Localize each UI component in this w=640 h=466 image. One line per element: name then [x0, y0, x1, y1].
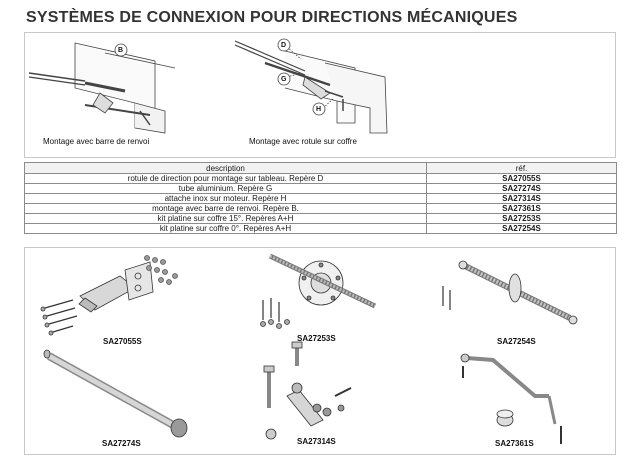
diagram-ball-joint: [235, 39, 387, 133]
row-description: kit platine sur coffre 0°. Repères A+H: [25, 224, 427, 234]
product-label-sa27253s: SA27253S: [297, 334, 336, 343]
row-description: montage avec barre de renvoi. Repère B.: [25, 204, 427, 214]
products-panel: [24, 247, 616, 455]
product-label-sa27254s: SA27254S: [497, 337, 536, 346]
row-ref: SA27254S: [427, 224, 617, 234]
product-label-sa27274s: SA27274S: [102, 439, 141, 448]
product-sa27254s-illustration: [443, 261, 577, 324]
product-label-sa27314s: SA27314S: [297, 437, 336, 446]
product-sa27055s-illustration: [41, 256, 178, 336]
table-header-row: [25, 163, 617, 174]
row-ref: SA27361S: [427, 204, 617, 214]
product-sa27361s-illustration: [461, 354, 561, 444]
row-description: attache inox sur moteur. Repère H: [25, 194, 427, 204]
ref-column-header: réf.: [427, 163, 617, 174]
row-description: tube aluminium. Repère G: [25, 184, 427, 194]
reference-table: [24, 162, 617, 234]
product-label-sa27055s: SA27055S: [103, 337, 142, 346]
row-ref: SA27055S: [427, 174, 617, 184]
table-row: [25, 214, 617, 224]
table-row: [25, 204, 617, 214]
product-sa27314s-illustration: [264, 342, 351, 439]
product-label-sa27361s: SA27361S: [495, 439, 534, 448]
table-row: [25, 174, 617, 184]
marker-d-label: D: [281, 42, 287, 49]
row-description: rotule de direction pour montage sur tableau. Repère D: [25, 174, 427, 184]
marker-g-label: G: [281, 76, 287, 83]
table-row: [25, 224, 617, 234]
row-description: kit platine sur coffre 15°. Repères A+H: [25, 214, 427, 224]
product-illustrations: [25, 248, 617, 456]
product-sa27253s-illustration: [261, 256, 376, 329]
installation-diagrams-panel: [24, 32, 616, 158]
page-title: SYSTÈMES DE CONNEXION POUR DIRECTIONS MÉCANIQUES: [26, 9, 518, 26]
diagram-linkage-bar: [29, 43, 175, 133]
ball-joint-caption: Montage avec rotule sur coffre: [249, 137, 357, 146]
table-row: [25, 184, 617, 194]
product-sa27274s-illustration: [44, 350, 187, 437]
row-ref: SA27253S: [427, 214, 617, 224]
row-ref: SA27314S: [427, 194, 617, 204]
table-row: [25, 194, 617, 204]
description-column-header: description: [25, 163, 427, 174]
marker-b-label: B: [118, 47, 124, 54]
linkage-bar-caption: Montage avec barre de renvoi: [43, 137, 150, 146]
row-ref: SA27274S: [427, 184, 617, 194]
marker-h-label: H: [316, 106, 322, 113]
reference-table-block: [24, 162, 616, 234]
